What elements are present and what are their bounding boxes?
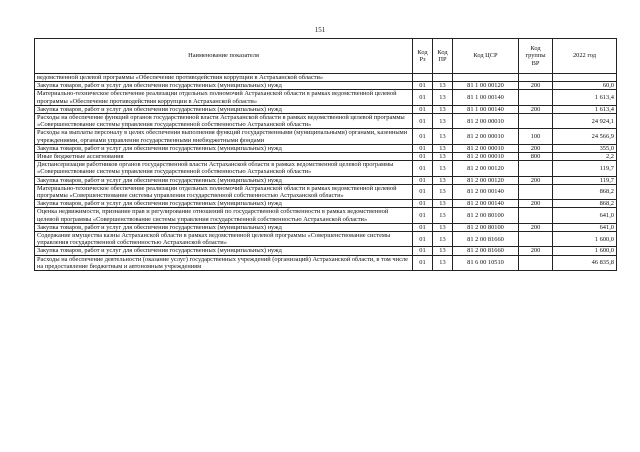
row-rz-cell: 01 bbox=[413, 90, 433, 105]
page-number: 151 bbox=[314, 26, 326, 34]
row-amount-cell: 119,7 bbox=[553, 176, 617, 184]
row-vr-cell: 200 bbox=[519, 200, 553, 208]
row-csr-cell: 81 1 00 00140 bbox=[453, 105, 519, 113]
table-header-row bbox=[35, 39, 617, 74]
row-csr-cell: 81 2 00 00140 bbox=[453, 184, 519, 199]
row-vr-cell bbox=[519, 184, 553, 199]
table-body bbox=[35, 74, 617, 271]
row-pr-cell: 13 bbox=[433, 223, 453, 231]
row-csr-cell: 81 2 00 80100 bbox=[453, 208, 519, 223]
row-vr-cell bbox=[519, 90, 553, 105]
row-amount-cell: 868,2 bbox=[553, 200, 617, 208]
row-amount-cell: 60,0 bbox=[553, 82, 617, 90]
row-amount-cell: 24 924,1 bbox=[553, 114, 617, 129]
table-row bbox=[35, 200, 617, 208]
row-vr-cell: 200 bbox=[519, 144, 553, 152]
table-row bbox=[35, 184, 617, 199]
table-row bbox=[35, 176, 617, 184]
table-row bbox=[35, 129, 617, 144]
row-vr-cell: 200 bbox=[519, 247, 553, 255]
row-pr-cell: 13 bbox=[433, 153, 453, 161]
row-vr-cell: 200 bbox=[519, 223, 553, 231]
row-name-cell: Иные бюджетные ассигнования bbox=[35, 153, 413, 161]
row-rz-cell: 01 bbox=[413, 105, 433, 113]
row-rz-cell: 01 bbox=[413, 223, 433, 231]
row-amount-cell: 119,7 bbox=[553, 161, 617, 176]
row-csr-cell: 81 6 00 10510 bbox=[453, 255, 519, 270]
header-name: Наименование показателя bbox=[35, 39, 413, 74]
row-amount-cell: 641,0 bbox=[553, 208, 617, 223]
row-name-cell: Расходы на обеспечение функций органов государственной власти Астраханской области в рамках ведомственной целевой программы «Совершенствование системы управления государственной собственностью Астраханской области» bbox=[35, 114, 413, 129]
row-amount-cell: 1 613,4 bbox=[553, 105, 617, 113]
row-amount-cell: 24 566,9 bbox=[553, 129, 617, 144]
table-row bbox=[35, 153, 617, 161]
row-vr-cell: 100 bbox=[519, 129, 553, 144]
row-pr-cell: 13 bbox=[433, 82, 453, 90]
row-name-cell: Закупка товаров, работ и услуг для обеспечения государственных (муниципальных) нужд bbox=[35, 105, 413, 113]
row-rz-cell: 01 bbox=[413, 232, 433, 247]
budget-table bbox=[34, 38, 617, 271]
row-vr-cell bbox=[519, 114, 553, 129]
row-pr-cell: 13 bbox=[433, 129, 453, 144]
row-name-cell: Закупка товаров, работ и услуг для обеспечения государственных (муниципальных) нужд bbox=[35, 176, 413, 184]
row-pr-cell: 13 bbox=[433, 105, 453, 113]
table-row bbox=[35, 82, 617, 90]
row-name-cell: Закупка товаров, работ и услуг для обеспечения государственных (муниципальных) нужд bbox=[35, 144, 413, 152]
row-csr-cell bbox=[453, 74, 519, 82]
row-csr-cell: 81 2 00 80100 bbox=[453, 223, 519, 231]
row-rz-cell: 01 bbox=[413, 247, 433, 255]
row-name-cell: Закупка товаров, работ и услуг для обеспечения государственных (муниципальных) нужд bbox=[35, 200, 413, 208]
table-row bbox=[35, 144, 617, 152]
table-row bbox=[35, 114, 617, 129]
table-row bbox=[35, 90, 617, 105]
row-pr-cell: 13 bbox=[433, 144, 453, 152]
row-pr-cell: 13 bbox=[433, 247, 453, 255]
row-csr-cell: 81 2 00 00010 bbox=[453, 153, 519, 161]
table-row bbox=[35, 255, 617, 270]
header-csr: Код ЦСР bbox=[453, 39, 519, 74]
row-name-cell: Материально-техническое обеспечение реализации отдельных полномочий Астраханской области в рамках ведомственной целевой программы «Совершенствование системы управления государственной собственностью Астраханской области» bbox=[35, 184, 413, 199]
row-vr-cell bbox=[519, 161, 553, 176]
table-row bbox=[35, 105, 617, 113]
row-name-cell: Расходы на обеспечение деятельности (оказание услуг) государственных учреждений (организаций) Астраханской области, в том числе на предоставление бюджетным и автономным учреждениям bbox=[35, 255, 413, 270]
row-name-cell: Закупка товаров, работ и услуг для обеспечения государственных (муниципальных) нужд bbox=[35, 247, 413, 255]
row-amount-cell: 355,0 bbox=[553, 144, 617, 152]
row-pr-cell: 13 bbox=[433, 200, 453, 208]
row-name-cell: Содержание имущества казны Астраханской области в рамках ведомственной целевой программы «Совершенствование системы управления государственной собственностью Астраханской области» bbox=[35, 232, 413, 247]
row-name-cell: Диспансеризация работников органов государственной власти Астраханской области в рамках ведомственной целевой программы «Совершенствование системы управления государственной собственностью Астраханской области» bbox=[35, 161, 413, 176]
row-name-cell: Материально-техническое обеспечение реализации отдельных полномочий Астраханской области в рамках ведомственной целевой программы «Обеспечение противодействия коррупции в Астраханской области» bbox=[35, 90, 413, 105]
row-csr-cell: 81 2 00 00120 bbox=[453, 176, 519, 184]
row-amount-cell: 868,2 bbox=[553, 184, 617, 199]
row-amount-cell: 1 600,0 bbox=[553, 247, 617, 255]
row-rz-cell: 01 bbox=[413, 114, 433, 129]
row-pr-cell: 13 bbox=[433, 232, 453, 247]
row-pr-cell: 13 bbox=[433, 208, 453, 223]
row-name-cell: Закупка товаров, работ и услуг для обеспечения государственных (муниципальных) нужд bbox=[35, 82, 413, 90]
row-rz-cell: 01 bbox=[413, 144, 433, 152]
row-vr-cell bbox=[519, 74, 553, 82]
row-rz-cell: 01 bbox=[413, 161, 433, 176]
row-rz-cell: 01 bbox=[413, 208, 433, 223]
header-rz: Код Рз bbox=[413, 39, 433, 74]
row-name-cell: Оценка недвижимости, признание прав и регулирование отношений по государственной собственности в рамках ведомственной целевой программы «Совершенствование системы управления государственной собственностью Астраханской области» bbox=[35, 208, 413, 223]
row-pr-cell: 13 bbox=[433, 255, 453, 270]
table-row bbox=[35, 161, 617, 176]
row-rz-cell: 01 bbox=[413, 82, 433, 90]
header-pr: Код ПР bbox=[433, 39, 453, 74]
table-row bbox=[35, 208, 617, 223]
row-amount-cell: 1 600,0 bbox=[553, 232, 617, 247]
row-amount-cell: 1 613,4 bbox=[553, 90, 617, 105]
row-csr-cell: 81 2 00 00120 bbox=[453, 161, 519, 176]
table-row bbox=[35, 232, 617, 247]
row-name-cell: Расходы на выплаты персоналу в целях обеспечения выполнения функций государственными (муниципальными) органами, казенными учреждениями, органами управления государственными внебюджетными фондами bbox=[35, 129, 413, 144]
table-row bbox=[35, 223, 617, 231]
row-rz-cell: 01 bbox=[413, 200, 433, 208]
row-amount-cell: 641,0 bbox=[553, 223, 617, 231]
row-pr-cell: 13 bbox=[433, 176, 453, 184]
header-vr: Код группы ВР bbox=[519, 39, 553, 74]
row-rz-cell: 01 bbox=[413, 153, 433, 161]
row-rz-cell: 01 bbox=[413, 184, 433, 199]
row-amount-cell: 46 835,8 bbox=[553, 255, 617, 270]
row-csr-cell: 81 1 00 00140 bbox=[453, 90, 519, 105]
row-csr-cell: 81 2 00 00140 bbox=[453, 200, 519, 208]
row-vr-cell: 800 bbox=[519, 153, 553, 161]
row-amount-cell bbox=[553, 74, 617, 82]
row-vr-cell: 200 bbox=[519, 82, 553, 90]
row-vr-cell: 200 bbox=[519, 105, 553, 113]
row-pr-cell: 13 bbox=[433, 90, 453, 105]
row-vr-cell bbox=[519, 232, 553, 247]
table-row bbox=[35, 74, 617, 82]
row-vr-cell: 200 bbox=[519, 176, 553, 184]
row-amount-cell: 2,2 bbox=[553, 153, 617, 161]
header-year: 2022 год bbox=[553, 39, 617, 74]
row-rz-cell: 01 bbox=[413, 176, 433, 184]
row-csr-cell: 81 2 00 00010 bbox=[453, 114, 519, 129]
row-pr-cell: 13 bbox=[433, 114, 453, 129]
row-pr-cell: 13 bbox=[433, 184, 453, 199]
row-vr-cell bbox=[519, 255, 553, 270]
row-pr-cell bbox=[433, 74, 453, 82]
row-csr-cell: 81 2 00 00010 bbox=[453, 144, 519, 152]
row-csr-cell: 81 2 00 00010 bbox=[453, 129, 519, 144]
row-csr-cell: 81 2 00 81660 bbox=[453, 247, 519, 255]
row-name-cell: ведомственной целевой программы «Обеспечение противодействия коррупции в Астраханской области» bbox=[35, 74, 413, 82]
row-csr-cell: 81 2 00 81660 bbox=[453, 232, 519, 247]
row-name-cell: Закупка товаров, работ и услуг для обеспечения государственных (муниципальных) нужд bbox=[35, 223, 413, 231]
row-rz-cell: 01 bbox=[413, 255, 433, 270]
row-pr-cell: 13 bbox=[433, 161, 453, 176]
row-vr-cell bbox=[519, 208, 553, 223]
row-rz-cell bbox=[413, 74, 433, 82]
row-csr-cell: 81 1 00 00120 bbox=[453, 82, 519, 90]
table-row bbox=[35, 247, 617, 255]
row-rz-cell: 01 bbox=[413, 129, 433, 144]
